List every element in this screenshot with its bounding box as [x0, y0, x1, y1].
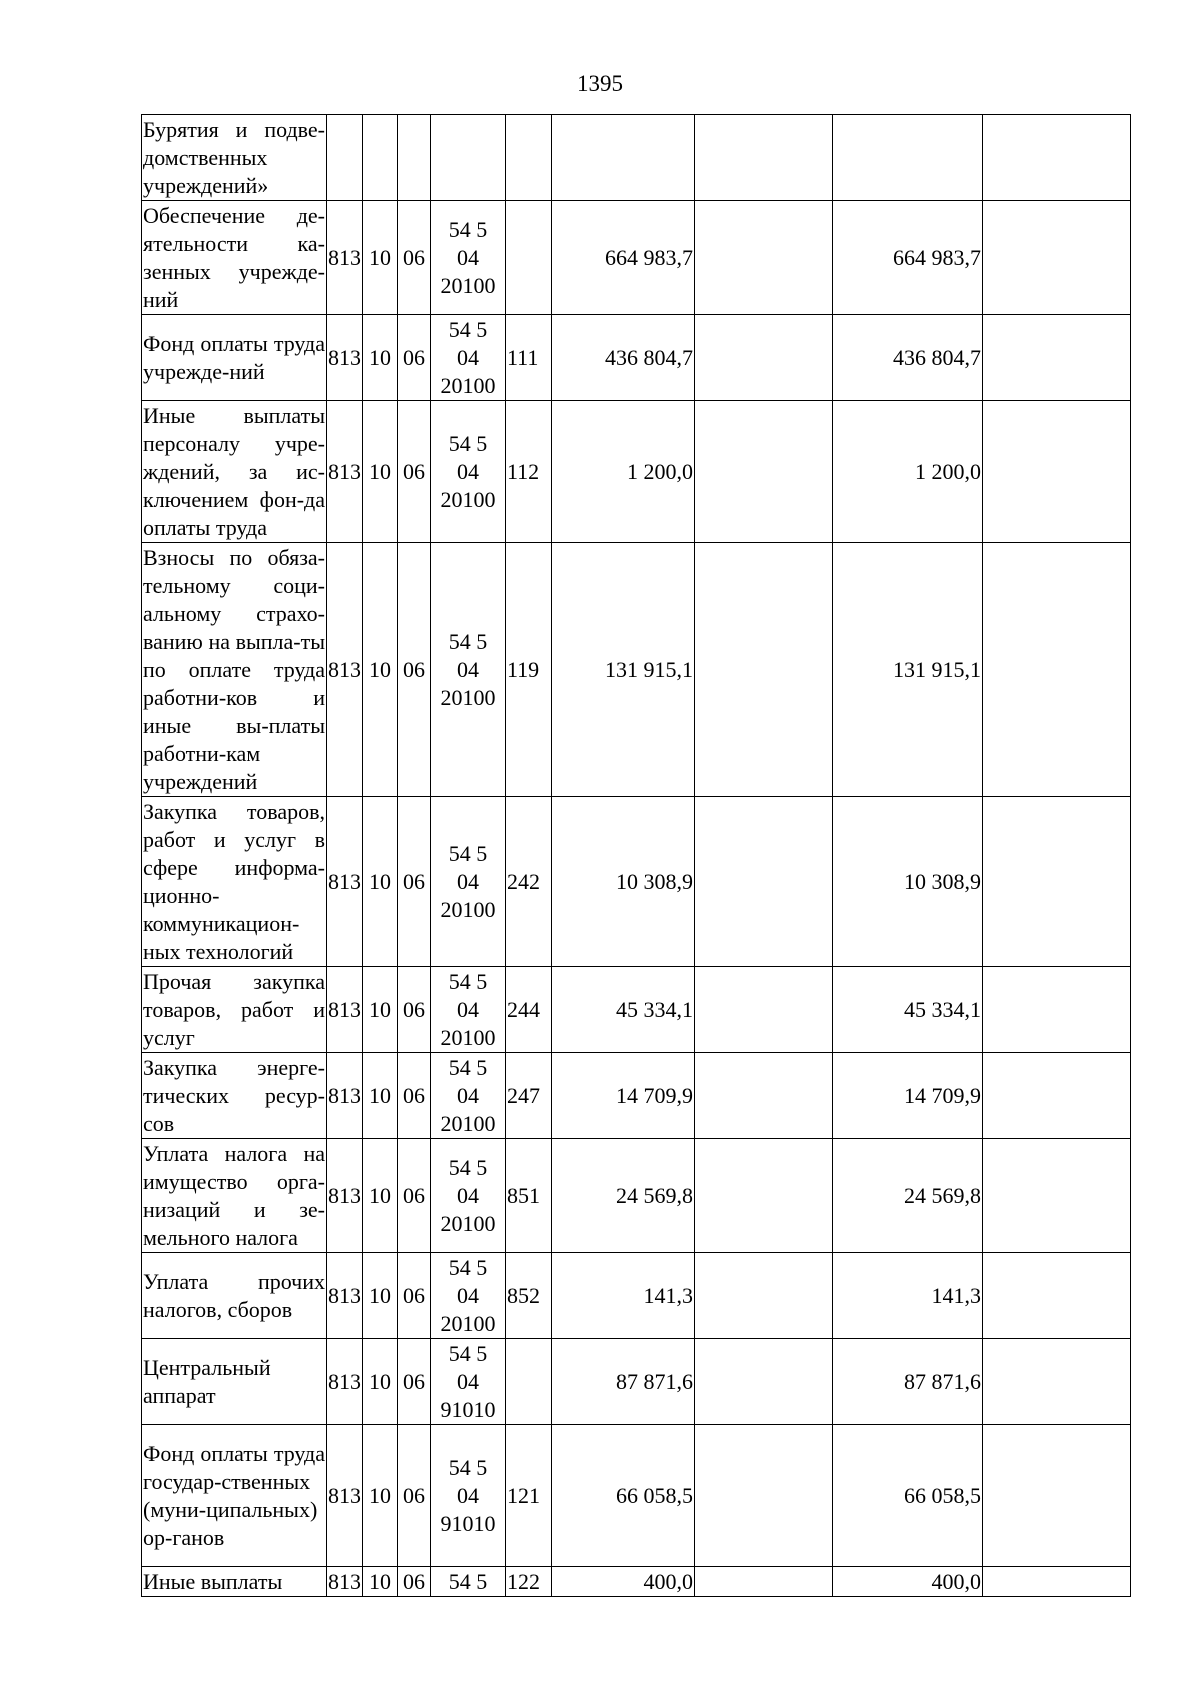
amount-cell-2 [695, 1425, 833, 1567]
amount-cell-2 [695, 115, 833, 201]
amount-cell-1: 10 308,9 [552, 797, 695, 967]
amount-cell-4 [983, 1139, 1131, 1253]
expense-type-code-cell: 122 [506, 1567, 552, 1597]
ved-code-cell [327, 115, 363, 201]
target-article-code-cell [431, 1425, 506, 1567]
target-article-code-line: 54 5 [448, 1054, 488, 1080]
section-code-cell: 10 [363, 1253, 398, 1339]
row-name-cell: Закупка энерге-тических ресур-сов [142, 1053, 327, 1139]
amount-cell-3: 131 915,1 [833, 543, 983, 797]
target-article-code-line: 04 [457, 1082, 479, 1108]
target-article-code-line: 04 [457, 1482, 479, 1508]
target-article-code-cell [431, 1053, 506, 1139]
target-article-code-cell [431, 967, 506, 1053]
section-code-cell: 10 [363, 401, 398, 543]
target-article-code-line: 04 [457, 244, 479, 270]
target-article-code-line: 20100 [440, 1310, 496, 1336]
subsection-code-cell: 06 [398, 201, 431, 315]
amount-cell-4 [983, 315, 1131, 401]
target-article-code-line: 91010 [440, 1510, 496, 1536]
target-article-code-cell [431, 1253, 506, 1339]
subsection-code-cell: 06 [398, 543, 431, 797]
amount-cell-1: 66 058,5 [552, 1425, 695, 1567]
subsection-code-cell: 06 [398, 797, 431, 967]
amount-cell-3: 14 709,9 [833, 1053, 983, 1139]
amount-cell-1 [552, 115, 695, 201]
table-row [142, 543, 1131, 797]
target-article-code-line: 04 [457, 868, 479, 894]
amount-cell-4 [983, 1425, 1131, 1567]
expense-type-code-cell: 247 [506, 1053, 552, 1139]
ved-code-cell: 813 [327, 201, 363, 315]
amount-cell-2 [695, 315, 833, 401]
table-row [142, 967, 1131, 1053]
amount-cell-2 [695, 797, 833, 967]
section-code-cell: 10 [363, 797, 398, 967]
subsection-code-cell: 06 [398, 315, 431, 401]
target-article-code-line: 54 5 [448, 628, 488, 654]
expense-type-code-cell: 112 [506, 401, 552, 543]
target-article-code-line: 54 5 [448, 1254, 488, 1280]
subsection-code-cell [398, 115, 431, 201]
expense-type-code-cell [506, 115, 552, 201]
amount-cell-4 [983, 201, 1131, 315]
row-name-cell: Центральный аппарат [142, 1339, 327, 1425]
ved-code-cell: 813 [327, 797, 363, 967]
section-code-cell: 10 [363, 967, 398, 1053]
section-code-cell: 10 [363, 543, 398, 797]
expense-type-code-cell: 119 [506, 543, 552, 797]
target-article-code-cell [431, 115, 506, 201]
row-name-cell: Иные выплаты [142, 1567, 327, 1597]
table-row [142, 1139, 1131, 1253]
subsection-code-cell: 06 [398, 967, 431, 1053]
section-code-cell: 10 [363, 315, 398, 401]
target-article-code-line: 20100 [440, 372, 496, 398]
table-row [142, 1425, 1131, 1567]
ved-code-cell: 813 [327, 1253, 363, 1339]
ved-code-cell: 813 [327, 1139, 363, 1253]
target-article-code-cell [431, 543, 506, 797]
target-article-code-line: 04 [457, 996, 479, 1022]
row-name-cell: Уплата прочих налогов, сборов [142, 1253, 327, 1339]
table-row [142, 401, 1131, 543]
amount-cell-3 [833, 115, 983, 201]
amount-cell-4 [983, 543, 1131, 797]
amount-cell-1: 664 983,7 [552, 201, 695, 315]
target-article-code-cell [431, 1139, 506, 1253]
amount-cell-4 [983, 115, 1131, 201]
ved-code-cell: 813 [327, 1339, 363, 1425]
expense-type-code-cell: 852 [506, 1253, 552, 1339]
page-number: 1395 [577, 71, 623, 96]
amount-cell-1: 14 709,9 [552, 1053, 695, 1139]
target-article-code-line: 20100 [440, 1210, 496, 1236]
amount-cell-4 [983, 401, 1131, 543]
row-name-cell: Иные выплаты персоналу учре-ждений, за ис-ключением фон-да оплаты труда [142, 401, 327, 543]
target-article-code-line: 54 5 [448, 840, 488, 866]
amount-cell-4 [983, 1253, 1131, 1339]
section-code-cell: 10 [363, 1567, 398, 1597]
target-article-code-cell [431, 315, 506, 401]
row-name-cell: Прочая закупка товаров, работ и услуг [142, 967, 327, 1053]
ved-code-cell: 813 [327, 401, 363, 543]
target-article-code-line: 54 5 [448, 1340, 488, 1366]
table-row [142, 797, 1131, 967]
target-article-code-cell [431, 401, 506, 543]
target-article-code-line: 20100 [440, 1024, 496, 1050]
target-article-code-line: 04 [457, 1282, 479, 1308]
row-name-cell: Уплата налога на имущество орга-низаций и зе-мельного налога [142, 1139, 327, 1253]
target-article-code-line: 20100 [440, 486, 496, 512]
amount-cell-2 [695, 401, 833, 543]
budget-table-body [142, 115, 1131, 1597]
amount-cell-3: 436 804,7 [833, 315, 983, 401]
amount-cell-1: 436 804,7 [552, 315, 695, 401]
section-code-cell: 10 [363, 201, 398, 315]
expense-type-code-cell [506, 201, 552, 315]
amount-cell-1: 87 871,6 [552, 1339, 695, 1425]
subsection-code-cell: 06 [398, 1567, 431, 1597]
target-article-code-line: 54 5 [448, 430, 488, 456]
amount-cell-3: 87 871,6 [833, 1339, 983, 1425]
amount-cell-1: 131 915,1 [552, 543, 695, 797]
expense-type-code-cell: 851 [506, 1139, 552, 1253]
row-name-cell: Обеспечение де-ятельности ка-зенных учрежде-ний [142, 201, 327, 315]
subsection-code-cell: 06 [398, 1253, 431, 1339]
amount-cell-1: 400,0 [552, 1567, 695, 1597]
target-article-code-cell [431, 201, 506, 315]
table-row [142, 1567, 1131, 1597]
section-code-cell: 10 [363, 1053, 398, 1139]
expense-type-code-cell: 111 [506, 315, 552, 401]
section-code-cell [363, 115, 398, 201]
amount-cell-1: 141,3 [552, 1253, 695, 1339]
target-article-code-cell [431, 1567, 506, 1597]
amount-cell-3: 1 200,0 [833, 401, 983, 543]
ved-code-cell: 813 [327, 1425, 363, 1567]
target-article-code-line: 20100 [440, 684, 496, 710]
amount-cell-2 [695, 967, 833, 1053]
target-article-code-line: 04 [457, 458, 479, 484]
table-row [142, 115, 1131, 201]
amount-cell-3: 24 569,8 [833, 1139, 983, 1253]
subsection-code-cell: 06 [398, 1139, 431, 1253]
amount-cell-3: 141,3 [833, 1253, 983, 1339]
subsection-code-cell: 06 [398, 1425, 431, 1567]
amount-cell-4 [983, 1053, 1131, 1139]
amount-cell-3: 66 058,5 [833, 1425, 983, 1567]
section-code-cell: 10 [363, 1425, 398, 1567]
amount-cell-4 [983, 1567, 1131, 1597]
amount-cell-2 [695, 1339, 833, 1425]
target-article-code-line: 20100 [440, 1110, 496, 1136]
target-article-code-cell [431, 797, 506, 967]
table-row [142, 1053, 1131, 1139]
amount-cell-1: 1 200,0 [552, 401, 695, 543]
amount-cell-2 [695, 1253, 833, 1339]
amount-cell-4 [983, 1339, 1131, 1425]
ved-code-cell: 813 [327, 967, 363, 1053]
target-article-code-line: 04 [457, 344, 479, 370]
amount-cell-3: 45 334,1 [833, 967, 983, 1053]
expense-type-code-cell [506, 1339, 552, 1425]
ved-code-cell: 813 [327, 1053, 363, 1139]
target-article-code-line: 54 5 [448, 216, 488, 242]
amount-cell-1: 24 569,8 [552, 1139, 695, 1253]
target-article-code-line: 54 5 [448, 968, 488, 994]
expense-type-code-cell: 244 [506, 967, 552, 1053]
target-article-code-line: 54 5 [448, 316, 488, 342]
subsection-code-cell: 06 [398, 401, 431, 543]
target-article-code-line: 04 [457, 1368, 479, 1394]
amount-cell-4 [983, 797, 1131, 967]
table-row [142, 1253, 1131, 1339]
amount-cell-3: 664 983,7 [833, 201, 983, 315]
ved-code-cell: 813 [327, 315, 363, 401]
ved-code-cell: 813 [327, 543, 363, 797]
target-article-code-line: 20100 [440, 272, 496, 298]
section-code-cell: 10 [363, 1339, 398, 1425]
target-article-code-line: 54 5 [448, 1568, 488, 1594]
row-name-cell: Взносы по обяза-тельному соци-альному страхо-ванию на выпла-ты по оплате труда работни-ков и иные вы-платы работни-кам учреждений [142, 543, 327, 797]
target-article-code-cell [431, 1339, 506, 1425]
amount-cell-3: 400,0 [833, 1567, 983, 1597]
table-row [142, 315, 1131, 401]
row-name-cell: Фонд оплаты труда государ-ственных (муни-ципальных) ор-ганов [142, 1425, 327, 1567]
expense-type-code-cell: 121 [506, 1425, 552, 1567]
expense-type-code-cell: 242 [506, 797, 552, 967]
table-row [142, 1339, 1131, 1425]
subsection-code-cell: 06 [398, 1053, 431, 1139]
amount-cell-4 [983, 967, 1131, 1053]
amount-cell-1: 45 334,1 [552, 967, 695, 1053]
target-article-code-line: 54 5 [448, 1454, 488, 1480]
row-name-cell: Фонд оплаты труда учрежде-ний [142, 315, 327, 401]
target-article-code-line: 04 [457, 656, 479, 682]
amount-cell-2 [695, 543, 833, 797]
row-name-cell: Бурятия и подве-домственных учреждений» [142, 115, 327, 201]
amount-cell-2 [695, 1139, 833, 1253]
subsection-code-cell: 06 [398, 1339, 431, 1425]
amount-cell-3: 10 308,9 [833, 797, 983, 967]
section-code-cell: 10 [363, 1139, 398, 1253]
ved-code-cell: 813 [327, 1567, 363, 1597]
budget-table [141, 114, 1131, 1597]
target-article-code-line: 04 [457, 1182, 479, 1208]
amount-cell-2 [695, 1053, 833, 1139]
target-article-code-line: 20100 [440, 896, 496, 922]
target-article-code-line: 54 5 [448, 1154, 488, 1180]
target-article-code-line: 91010 [440, 1396, 496, 1422]
amount-cell-2 [695, 201, 833, 315]
amount-cell-2 [695, 1567, 833, 1597]
row-name-cell: Закупка товаров, работ и услуг в сфере информа-ционно-коммуникацион-ных технологий [142, 797, 327, 967]
table-row [142, 201, 1131, 315]
